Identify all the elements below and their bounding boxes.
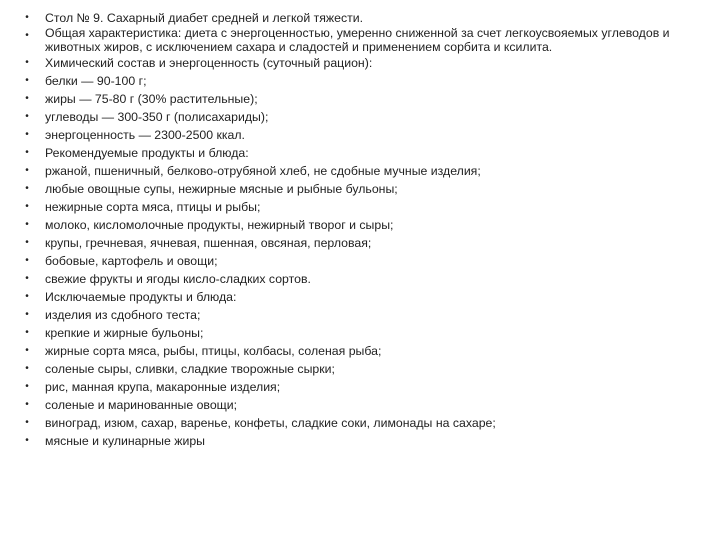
bullet-icon: •: [25, 255, 29, 266]
list-item-text: жиры — 75-80 г (30% растительные);: [45, 92, 258, 106]
list-item-text: Рекомендуемые продукты и блюда:: [45, 146, 249, 160]
list-item-text: нежирные сорта мяса, птицы и рыбы;: [45, 200, 261, 214]
list-item: [22, 198, 712, 216]
bullet-icon: •: [25, 183, 29, 194]
list-item: [22, 396, 712, 414]
bullet-icon: •: [25, 57, 29, 68]
list-item-text: рис, манная крупа, макаронные изделия;: [45, 380, 281, 394]
list-item: [22, 378, 712, 396]
bullet-icon: •: [25, 12, 29, 23]
list-item-text: мясные и кулинарные жиры: [45, 434, 205, 448]
list-item: [22, 216, 712, 234]
list-item: [22, 162, 712, 180]
list-item: [22, 360, 712, 378]
bullet-icon: •: [25, 273, 29, 284]
bullet-icon: •: [25, 417, 29, 428]
bullet-icon: •: [25, 345, 29, 356]
list-item: [22, 126, 712, 144]
document-body: [22, 9, 712, 450]
bullet-icon: •: [25, 201, 29, 212]
bullet-icon: •: [25, 291, 29, 302]
list-item-text: любые овощные супы, нежирные мясные и рыбные бульоны;: [45, 182, 398, 196]
list-item: [22, 342, 712, 360]
list-item: [22, 180, 712, 198]
list-item-text: Стол № 9. Сахарный диабет средней и легкой тяжести.: [45, 11, 364, 25]
bullet-icon: •: [25, 165, 29, 176]
list-item: [22, 414, 712, 432]
bullet-icon: •: [25, 129, 29, 140]
bullet-icon: •: [25, 309, 29, 320]
list-item: [22, 54, 712, 72]
list-item: [22, 108, 712, 126]
list-item: [22, 90, 712, 108]
list-item-text: крупы, гречневая, ячневая, пшенная, овсяная, перловая;: [45, 236, 372, 250]
list-item-text: энергоценность — 2300-2500 ккал.: [45, 128, 245, 142]
bullet-icon: •: [25, 93, 29, 104]
list-item-text: белки — 90-100 г;: [45, 74, 147, 88]
list-item-text: углеводы — 300-350 г (полисахариды);: [45, 110, 269, 124]
list-item: [22, 27, 712, 54]
list-item-text: Химический состав и энергоценность (суточный рацион):: [45, 56, 373, 70]
list-item-text: Общая характеристика: диета с энергоценностью, умеренно сниженной за счет легкоусвояемых углеводов и животных жиров, с исключением сахара и сладостей и применением сорбита и ксилита.: [45, 26, 670, 54]
bullet-icon: •: [25, 381, 29, 392]
list-item: [22, 9, 712, 27]
list-item-text: Исключаемые продукты и блюда:: [45, 290, 237, 304]
list-item-text: молоко, кисломолочные продукты, нежирный творог и сыры;: [45, 218, 394, 232]
list-item-text: свежие фрукты и ягоды кисло-сладких сортов.: [45, 272, 311, 286]
bullet-icon: •: [25, 435, 29, 446]
list-item: [22, 144, 712, 162]
bullet-icon: •: [25, 327, 29, 338]
bullet-icon: •: [25, 75, 29, 86]
list-item: [22, 432, 712, 450]
list-item-text: соленые сыры, сливки, сладкие творожные сырки;: [45, 362, 335, 376]
list-item: [22, 72, 712, 90]
bullet-icon: •: [25, 30, 29, 41]
list-item-text: жирные сорта мяса, рыбы, птицы, колбасы, соленая рыба;: [45, 344, 382, 358]
list-item-text: крепкие и жирные бульоны;: [45, 326, 204, 340]
bullet-icon: •: [25, 219, 29, 230]
list-item: [22, 306, 712, 324]
bullet-icon: •: [25, 147, 29, 158]
list-item: [22, 234, 712, 252]
bullet-icon: •: [25, 237, 29, 248]
list-item-text: виноград, изюм, сахар, варенье, конфеты, сладкие соки, лимонады на сахаре;: [45, 416, 496, 430]
bullet-icon: •: [25, 363, 29, 374]
bullet-icon: •: [25, 111, 29, 122]
list-item: [22, 288, 712, 306]
list-item-text: ржаной, пшеничный, белково-отрубяной хлеб, не сдобные мучные изделия;: [45, 164, 481, 178]
list-item-text: соленые и маринованные овощи;: [45, 398, 238, 412]
bullet-icon: •: [25, 399, 29, 410]
list-item-text: изделия из сдобного теста;: [45, 308, 201, 322]
bullet-list: [22, 9, 712, 450]
list-item: [22, 324, 712, 342]
list-item-text: бобовые, картофель и овощи;: [45, 254, 218, 268]
list-item: [22, 252, 712, 270]
list-item: [22, 270, 712, 288]
